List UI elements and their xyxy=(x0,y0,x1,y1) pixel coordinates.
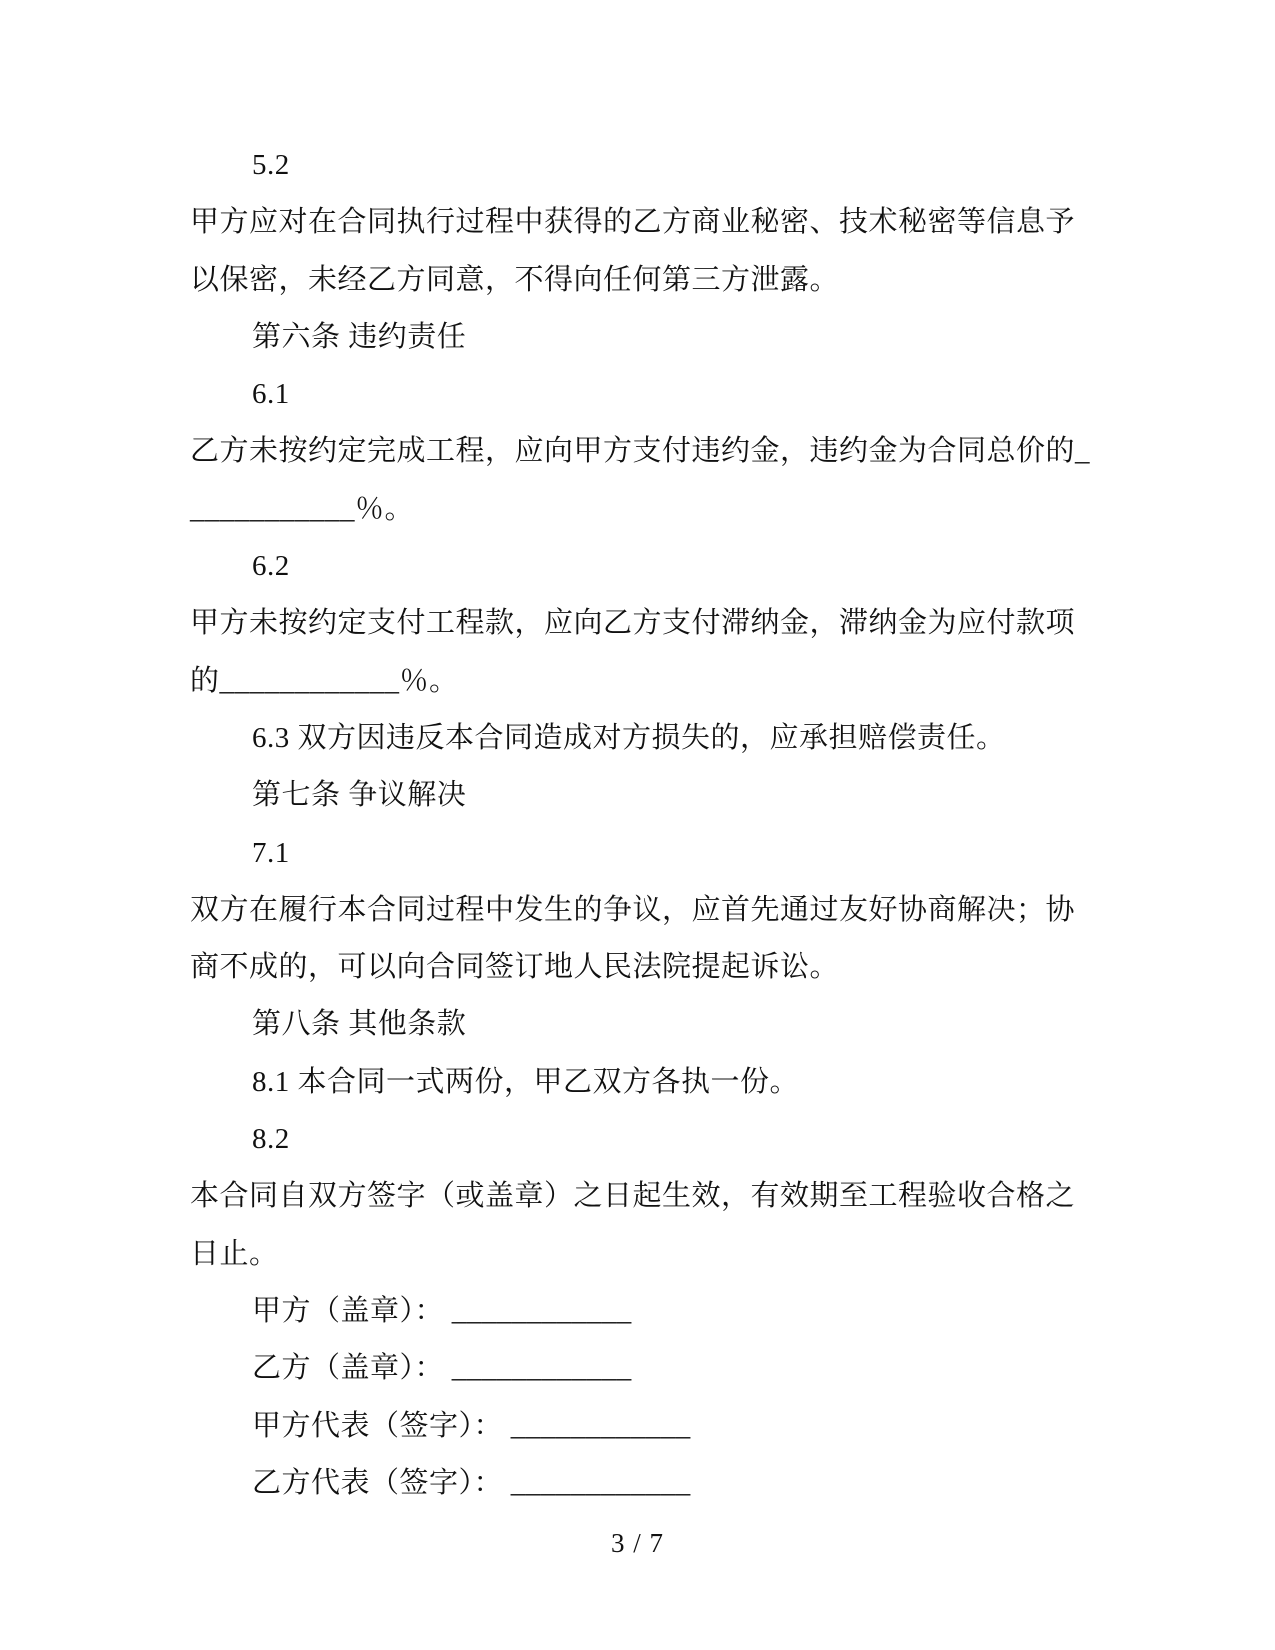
clause-number: 8.2 xyxy=(252,1123,290,1156)
blank-fill: ___________％。 xyxy=(190,492,415,525)
body-text: 双方在履行本合同过程中发生的争议，应首先通过友好协商解决；协 xyxy=(190,893,1076,926)
clause-number: 7.1 xyxy=(252,836,290,869)
body-text: 乙方未按约定完成工程，应向甲方支付违约金，违约金为合同总价的_ xyxy=(190,435,1091,468)
signature-line: 乙方代表（签字）： ____________ xyxy=(252,1466,691,1499)
body-text: 本合同自双方签字（或盖章）之日起生效，有效期至工程验收合格之 xyxy=(190,1180,1076,1213)
clause-number: 5.2 xyxy=(252,149,290,181)
body-text: 6.3 双方因违反本合同造成对方损失的，应承担赔偿责任。 xyxy=(252,721,1006,754)
contract-body xyxy=(190,137,1090,1512)
body-text: 8.1 本合同一式两份，甲乙双方各执一份。 xyxy=(252,1065,800,1098)
page-number: 3 / 7 xyxy=(610,1528,664,1558)
clause-number: 6.2 xyxy=(252,550,290,583)
signature-line: 甲方（盖章）： ____________ xyxy=(252,1294,632,1327)
section-heading: 第八条 其他条款 xyxy=(252,1008,467,1041)
body-text: 日止。 xyxy=(190,1237,279,1270)
body-text: 甲方应对在合同执行过程中获得的乙方商业秘密、技术秘密等信息予 xyxy=(190,206,1076,239)
body-text: 甲方未按约定支付工程款，应向乙方支付滞纳金，滞纳金为应付款项 xyxy=(190,607,1076,640)
blank-fill: 的____________％。 xyxy=(190,664,459,697)
clause-number: 6.1 xyxy=(252,378,290,411)
body-text: 商不成的，可以向合同签订地人民法院提起诉讼。 xyxy=(190,951,840,984)
signature-line: 乙方（盖章）： ____________ xyxy=(252,1352,632,1385)
section-heading: 第七条 争议解决 xyxy=(252,779,467,812)
section-heading: 第六条 违约责任 xyxy=(252,320,467,353)
body-text: 以保密，未经乙方同意，不得向任何第三方泄露。 xyxy=(190,263,840,296)
signature-line: 甲方代表（签字）： ____________ xyxy=(252,1409,691,1442)
